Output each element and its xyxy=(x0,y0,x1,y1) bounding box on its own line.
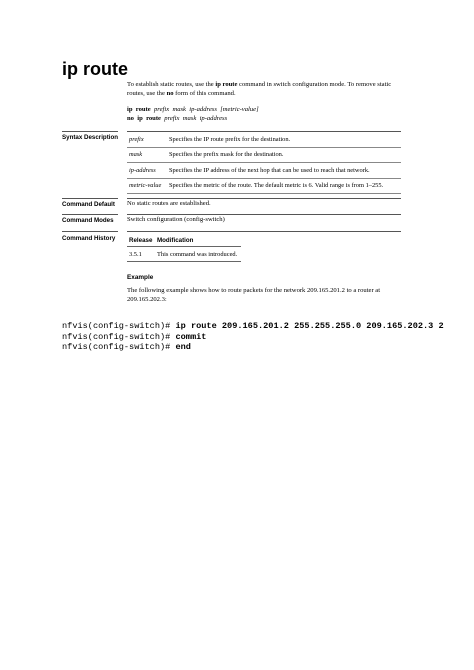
section-label-command-modes: Command Modes xyxy=(62,217,114,224)
command-default-text: No static routes are established. xyxy=(127,200,211,207)
term-cell: prefix xyxy=(127,132,167,147)
table-row xyxy=(127,247,241,262)
code-prompt: nfvis(config-switch)# xyxy=(62,342,171,352)
syntax-description-table xyxy=(127,132,401,194)
command-history-table xyxy=(127,234,241,262)
section-divider xyxy=(127,198,401,199)
example-code-block xyxy=(62,321,444,353)
modification-cell: This command was introduced. xyxy=(155,247,241,262)
section-label-syntax-description: Syntax Description xyxy=(62,134,119,141)
code-prompt: nfvis(config-switch)# xyxy=(62,331,171,342)
section-label-command-history: Command History xyxy=(62,235,116,242)
description-cell: Specifies the IP route prefix for the destination. xyxy=(167,132,401,147)
keyword: no xyxy=(127,114,134,122)
argument: mask xyxy=(182,114,197,122)
argument: prefix xyxy=(164,114,180,122)
intro-text: To establish static routes, use the xyxy=(127,81,216,88)
section-divider xyxy=(62,231,118,232)
code-line xyxy=(62,332,444,343)
header-modification: Modification xyxy=(155,234,241,247)
example-heading: Example xyxy=(127,274,154,281)
argument: mask xyxy=(172,106,186,113)
argument: prefix xyxy=(154,106,170,113)
argument: ip-address xyxy=(189,106,217,113)
section-divider xyxy=(62,198,118,199)
intro-no-keyword: no xyxy=(166,89,174,97)
table-row xyxy=(127,132,401,147)
header-release: Release xyxy=(127,234,155,247)
argument: ip-address xyxy=(199,114,228,122)
syntax-line-2 xyxy=(127,115,227,124)
section-divider xyxy=(62,214,118,215)
section-divider xyxy=(127,214,401,215)
release-cell: 3.5.1 xyxy=(127,247,155,262)
intro-text: form of this command. xyxy=(173,89,236,97)
code-prompt: nfvis(config-switch)# xyxy=(62,321,171,331)
code-command: ip route 209.165.201.2 255.255.255.0 209.165.202.3 2 xyxy=(175,321,444,331)
table-row xyxy=(127,178,401,194)
code-command: commit xyxy=(175,331,207,342)
code-line xyxy=(62,321,444,332)
section-divider xyxy=(62,131,118,132)
description-cell: Specifies the metric of the route. The default metric is 6. Valid range is from 1–255. xyxy=(167,178,401,194)
section-label-command-default: Command Default xyxy=(62,201,115,208)
code-line xyxy=(62,342,444,353)
term-cell: metric-value xyxy=(127,178,167,194)
intro-command: ip route xyxy=(215,81,238,88)
optional-argument: [metric-value] xyxy=(220,106,259,113)
keyword: ip xyxy=(127,106,133,113)
page-title: ip route xyxy=(62,59,128,79)
section-divider xyxy=(127,231,401,232)
keyword: route xyxy=(135,106,151,113)
intro-paragraph xyxy=(127,81,405,98)
example-text: The following example shows how to route packets for the network 209.165.201.2 to a router at 209.165.202.3: xyxy=(127,287,381,303)
keyword: ip xyxy=(137,114,143,122)
term-cell: ip-address xyxy=(127,163,167,179)
description-cell: Specifies the IP address of the next hop that can be used to reach that network. xyxy=(167,163,401,179)
intro-text: command in switch configuration mode. To remove static routes, use the xyxy=(127,81,392,97)
keyword: route xyxy=(146,114,161,122)
table-header-row xyxy=(127,234,241,247)
command-modes-text: Switch configuration (config-switch) xyxy=(127,216,225,223)
table-row xyxy=(127,147,401,163)
code-command: end xyxy=(175,342,191,352)
term-cell: mask xyxy=(127,147,167,163)
syntax-line-1 xyxy=(127,106,259,115)
description-cell: Specifies the prefix mask for the destination. xyxy=(167,147,401,163)
table-row xyxy=(127,163,401,179)
